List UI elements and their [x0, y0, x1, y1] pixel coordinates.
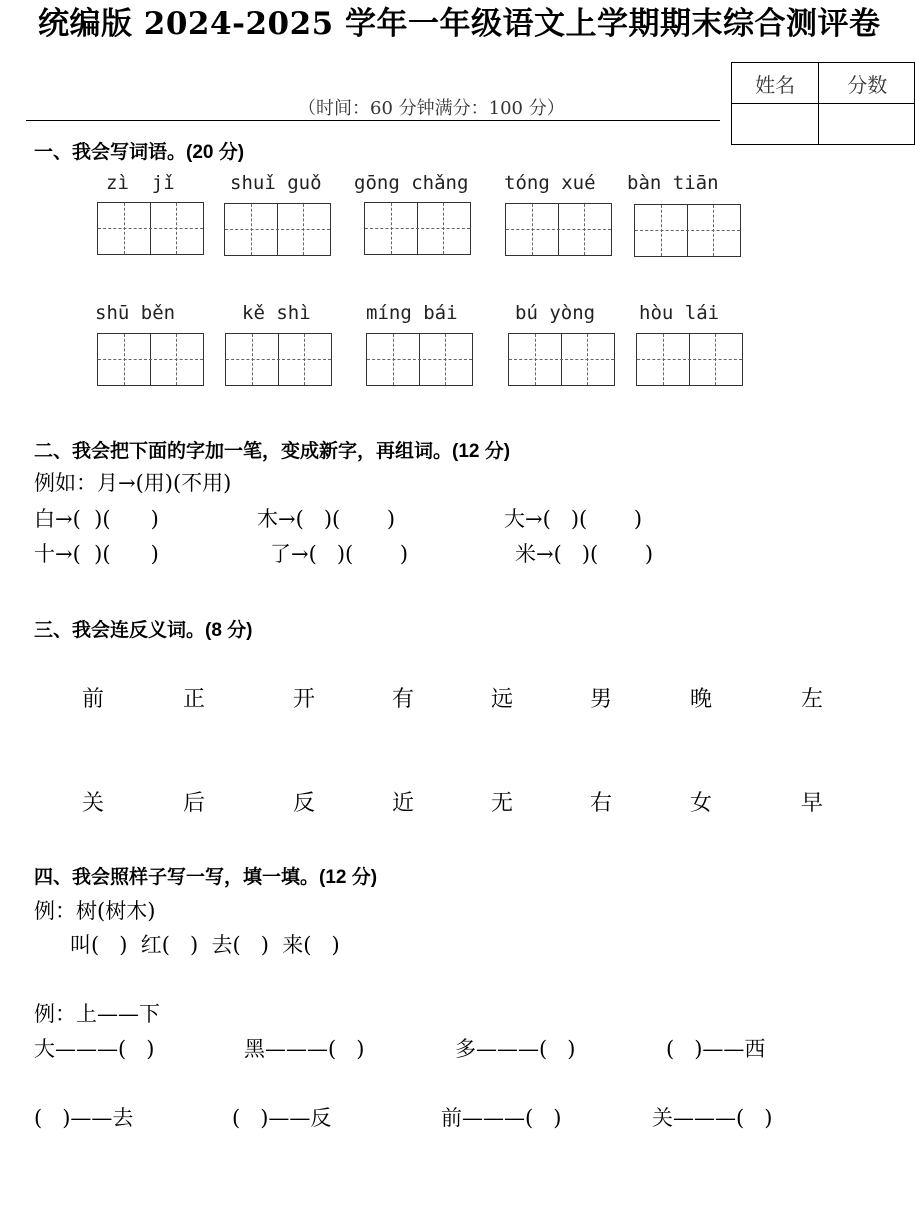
header-divider	[26, 120, 720, 121]
antonym-fill-item[interactable]: 前———( )	[441, 1106, 562, 1130]
name-field[interactable]	[732, 104, 819, 145]
section4-heading: 四、我会照样子写一写，填一填。(12 分)	[34, 867, 378, 888]
name-label: 姓名	[732, 63, 819, 104]
pinyin: zì jǐ	[106, 172, 175, 194]
pinyin: bú yòng	[515, 302, 596, 324]
pinyin: bàn tiān	[627, 172, 719, 194]
antonym-bottom-char[interactable]: 近	[392, 791, 415, 816]
add-stroke-item[interactable]: 了→( )( )	[270, 542, 409, 566]
antonym-bottom-char[interactable]: 右	[590, 791, 613, 816]
antonym-top-char[interactable]: 开	[293, 687, 316, 712]
section1-heading: 一、我会写词语。(20 分)	[34, 142, 245, 163]
exam-title: 统编版 2024-2025 学年一年级语文上学期期末综合测评卷	[38, 6, 881, 42]
tian-grid-box[interactable]	[634, 204, 741, 257]
pinyin: gōng chǎng	[354, 172, 469, 194]
add-stroke-item[interactable]: 米→( )( )	[515, 542, 654, 566]
antonym-top-char[interactable]: 左	[801, 687, 824, 712]
tian-grid-box[interactable]	[505, 203, 612, 256]
word-fill-row[interactable]: 叫( ) 红( ) 去( ) 来( )	[70, 933, 340, 957]
section4-example1: 例：树(树木)	[34, 899, 156, 923]
antonym-bottom-char[interactable]: 早	[801, 791, 824, 816]
antonym-fill-item[interactable]: 多———( )	[455, 1037, 576, 1061]
antonym-top-char[interactable]: 有	[392, 687, 415, 712]
antonym-bottom-char[interactable]: 女	[690, 791, 713, 816]
tian-grid-box[interactable]	[224, 203, 331, 256]
tian-grid-box[interactable]	[97, 202, 204, 255]
antonym-bottom-char[interactable]: 反	[293, 791, 316, 816]
add-stroke-item[interactable]: 十→( )( )	[34, 542, 159, 566]
score-field[interactable]	[819, 104, 915, 145]
section2-example: 例如：月→(用)(不用)	[34, 471, 232, 495]
score-table	[731, 62, 915, 145]
pinyin: kě shì	[242, 302, 311, 324]
antonym-fill-item[interactable]: ( )——去	[34, 1106, 134, 1130]
antonym-top-char[interactable]: 晚	[690, 687, 713, 712]
pinyin: shū běn	[95, 302, 176, 324]
add-stroke-item[interactable]: 大→( )( )	[504, 507, 643, 531]
antonym-top-char[interactable]: 远	[491, 687, 514, 712]
antonym-bottom-char[interactable]: 关	[82, 791, 105, 816]
antonym-fill-item[interactable]: ( )——反	[232, 1106, 332, 1130]
antonym-top-char[interactable]: 男	[590, 687, 613, 712]
antonym-top-char[interactable]: 正	[183, 687, 206, 712]
section4-example2: 例：上——下	[34, 1002, 160, 1026]
pinyin: shuǐ guǒ	[230, 172, 322, 194]
antonym-fill-item[interactable]: 大———( )	[34, 1037, 155, 1061]
pinyin: hòu lái	[639, 302, 720, 324]
pinyin: míng bái	[366, 302, 458, 324]
time-info: （时间：60 分钟满分：100 分）	[298, 98, 565, 119]
antonym-bottom-char[interactable]: 后	[183, 791, 206, 816]
score-label: 分数	[819, 63, 915, 104]
tian-grid-box[interactable]	[508, 333, 615, 386]
section3-heading: 三、我会连反义词。(8 分)	[34, 620, 253, 641]
antonym-fill-item[interactable]: 关———( )	[652, 1106, 773, 1130]
antonym-fill-item[interactable]: 黑———( )	[244, 1037, 365, 1061]
section2-heading: 二、我会把下面的字加一笔，变成新字，再组词。(12 分)	[34, 441, 511, 462]
pinyin: tóng xué	[504, 172, 596, 194]
tian-grid-box[interactable]	[366, 333, 473, 386]
antonym-fill-item[interactable]: ( )——西	[666, 1037, 766, 1061]
antonym-top-char[interactable]: 前	[82, 687, 105, 712]
tian-grid-box[interactable]	[97, 333, 204, 386]
add-stroke-item[interactable]: 木→( )( )	[257, 507, 396, 531]
tian-grid-box[interactable]	[636, 333, 743, 386]
antonym-bottom-char[interactable]: 无	[491, 791, 514, 816]
add-stroke-item[interactable]: 白→( )( )	[34, 507, 159, 531]
tian-grid-box[interactable]	[225, 333, 332, 386]
tian-grid-box[interactable]	[364, 202, 471, 255]
